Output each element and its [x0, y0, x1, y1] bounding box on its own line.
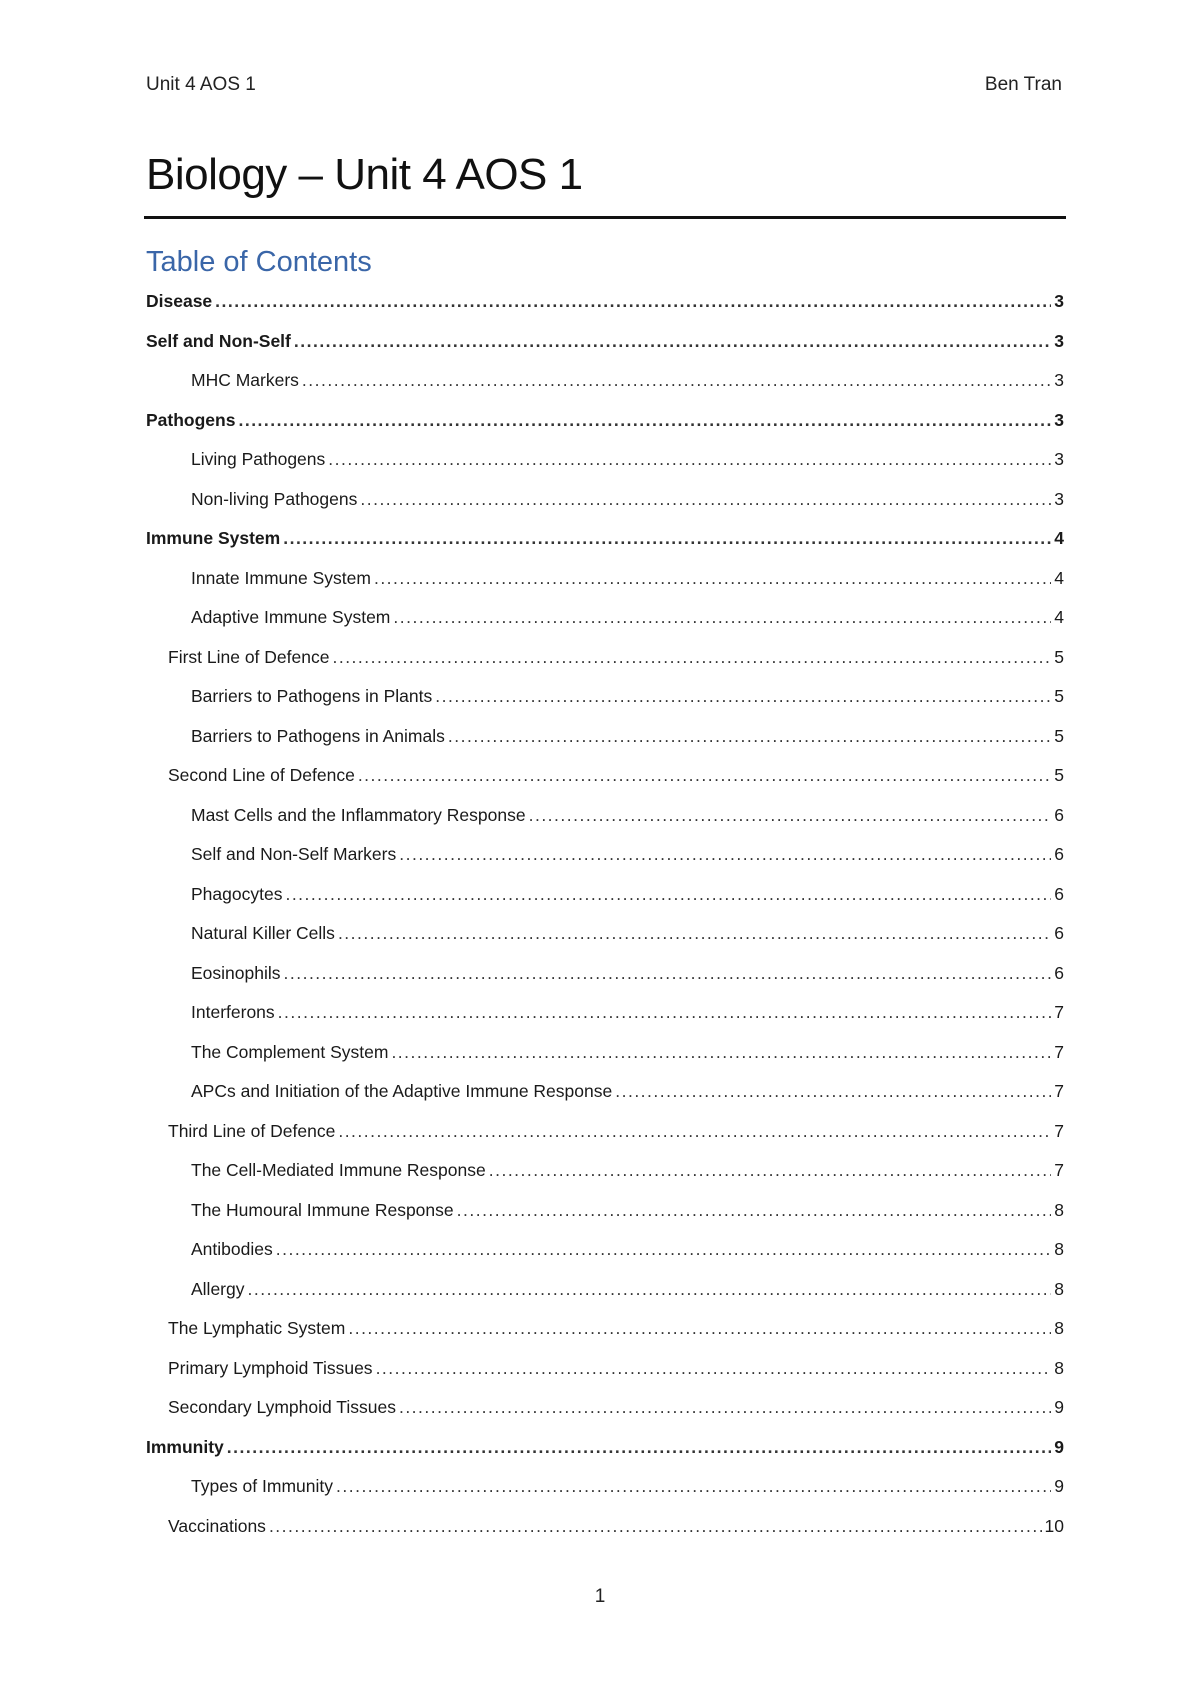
toc-entry-title: Mast Cells and the Inflammatory Response: [191, 804, 526, 825]
toc-entry-title: Natural Killer Cells: [191, 923, 335, 943]
toc-dot-leader: [399, 1392, 1051, 1422]
toc-dot-leader: [248, 1274, 1052, 1304]
toc-entry[interactable]: [146, 879, 1064, 919]
toc-entry-title: Immune System: [146, 528, 281, 548]
toc-entry-title: First Line of Defence: [168, 646, 330, 667]
toc-entry-title: The Complement System: [191, 1041, 389, 1062]
toc-entry-page-number: 5: [1054, 686, 1064, 706]
toc-entry-page-number: 7: [1054, 1081, 1064, 1101]
toc-dot-leader: [294, 326, 1051, 356]
toc-entry-title: Interferons: [191, 1002, 275, 1022]
toc-dot-leader: [328, 444, 1051, 474]
toc-dot-leader: [276, 1234, 1052, 1264]
toc-entry-page-number: 8: [1054, 1278, 1064, 1299]
toc-dot-leader: [376, 1353, 1052, 1383]
toc-dot-leader: [238, 405, 1051, 435]
toc-entry-title: The Cell-Mediated Immune Response: [191, 1160, 486, 1180]
toc-dot-leader: [278, 997, 1052, 1027]
toc-entry-page-number: 3: [1054, 449, 1064, 469]
toc-entry[interactable]: [146, 721, 1064, 761]
toc-entry-page-number: 6: [1054, 883, 1064, 904]
toc-entry[interactable]: [146, 839, 1064, 879]
toc-dot-leader: [215, 286, 1051, 316]
toc-entry[interactable]: [146, 1432, 1064, 1472]
toc-entry[interactable]: [146, 681, 1064, 721]
table-of-contents: [146, 286, 1064, 1550]
toc-entry-title: Eosinophils: [191, 962, 281, 983]
toc-entry-page-number: 3: [1054, 330, 1064, 351]
toc-entry[interactable]: [146, 523, 1064, 563]
page-number: 1: [594, 1586, 606, 1607]
toc-entry-title: Pathogens: [146, 409, 236, 430]
toc-entry-title: The Lymphatic System: [168, 1318, 346, 1338]
toc-entry-page-number: 10: [1044, 1515, 1064, 1536]
toc-entry-page-number: 8: [1054, 1239, 1064, 1259]
toc-dot-leader: [615, 1076, 1051, 1106]
toc-entry[interactable]: [146, 1353, 1064, 1393]
toc-entry-title: APCs and Initiation of the Adaptive Immune Response: [191, 1081, 613, 1101]
toc-entry[interactable]: [146, 800, 1064, 840]
toc-entry-page-number: 7: [1054, 1120, 1064, 1141]
toc-dot-leader: [284, 958, 1052, 988]
toc-dot-leader: [338, 918, 1051, 948]
toc-entry[interactable]: [146, 1511, 1064, 1551]
toc-entry-title: Self and Non-Self: [146, 330, 291, 351]
toc-entry-page-number: 6: [1054, 844, 1064, 864]
toc-entry[interactable]: [146, 484, 1064, 524]
toc-entry-page-number: 6: [1054, 804, 1064, 825]
toc-dot-leader: [374, 563, 1051, 593]
toc-entry-title: Types of Immunity: [191, 1476, 333, 1496]
toc-entry[interactable]: [146, 958, 1064, 998]
toc-entry-title: Antibodies: [191, 1239, 273, 1259]
toc-dot-leader: [358, 760, 1051, 790]
toc-entry-title: Phagocytes: [191, 883, 283, 904]
toc-entry[interactable]: [146, 642, 1064, 682]
toc-entry-title: The Humoural Immune Response: [191, 1199, 454, 1220]
toc-entry[interactable]: [146, 1076, 1064, 1116]
toc-entry-page-number: 7: [1054, 1041, 1064, 1062]
toc-dot-leader: [391, 1037, 1051, 1067]
toc-entry-title: Secondary Lymphoid Tissues: [168, 1397, 396, 1417]
toc-entry-title: Third Line of Defence: [168, 1120, 336, 1141]
toc-entry[interactable]: [146, 286, 1064, 326]
toc-entry-title: MHC Markers: [191, 370, 299, 390]
toc-dot-leader: [285, 879, 1051, 909]
toc-entry[interactable]: [146, 918, 1064, 958]
toc-entry-page-number: 5: [1054, 765, 1064, 785]
toc-entry[interactable]: [146, 1274, 1064, 1314]
page-header: [146, 74, 1062, 96]
toc-entry-title: Barriers to Pathogens in Animals: [191, 725, 445, 746]
toc-dot-leader: [338, 1116, 1051, 1146]
title-underline-divider: [144, 216, 1066, 219]
toc-entry-page-number: 3: [1054, 488, 1064, 509]
toc-dot-leader: [336, 1471, 1051, 1501]
toc-entry[interactable]: [146, 444, 1064, 484]
toc-entry-title: Self and Non-Self Markers: [191, 844, 397, 864]
toc-entry[interactable]: [146, 1116, 1064, 1156]
toc-entry-title: Innate Immune System: [191, 567, 371, 588]
toc-entry-title: Adaptive Immune System: [191, 607, 391, 627]
document-title: Biology – Unit 4 AOS 1: [146, 150, 583, 199]
toc-entry[interactable]: [146, 365, 1064, 405]
toc-entry-page-number: 3: [1054, 291, 1064, 311]
toc-dot-leader: [457, 1195, 1052, 1225]
toc-entry-page-number: 7: [1054, 1160, 1064, 1180]
header-left-text: Unit 4 AOS 1: [146, 74, 256, 95]
toc-entry-page-number: 5: [1054, 725, 1064, 746]
toc-entry[interactable]: [146, 1313, 1064, 1353]
toc-entry[interactable]: [146, 1037, 1064, 1077]
toc-entry[interactable]: [146, 602, 1064, 642]
toc-dot-leader: [489, 1155, 1052, 1185]
toc-dot-leader: [529, 800, 1052, 830]
toc-dot-leader: [227, 1432, 1051, 1462]
toc-dot-leader: [348, 1313, 1051, 1343]
toc-entry-title: Second Line of Defence: [168, 765, 355, 785]
toc-dot-leader: [302, 365, 1051, 395]
toc-entry[interactable]: [146, 760, 1064, 800]
toc-dot-leader: [399, 839, 1051, 869]
toc-dot-leader: [332, 642, 1051, 672]
toc-entry-page-number: 7: [1054, 1002, 1064, 1022]
toc-entry-page-number: 6: [1054, 923, 1064, 943]
toc-entry-page-number: 8: [1054, 1357, 1064, 1378]
toc-entry-page-number: 3: [1054, 370, 1064, 390]
toc-entry[interactable]: [146, 1392, 1064, 1432]
toc-entry-title: Vaccinations: [168, 1515, 266, 1536]
toc-entry-title: Disease: [146, 291, 213, 311]
toc-dot-leader: [435, 681, 1051, 711]
toc-entry[interactable]: [146, 1195, 1064, 1235]
toc-entry[interactable]: [146, 997, 1064, 1037]
toc-dot-leader: [393, 602, 1051, 632]
toc-dot-leader: [269, 1511, 1042, 1541]
toc-entry[interactable]: [146, 1234, 1064, 1274]
toc-entry-page-number: 4: [1054, 607, 1064, 627]
toc-entry[interactable]: [146, 1155, 1064, 1195]
toc-entry[interactable]: [146, 326, 1064, 366]
toc-entry[interactable]: [146, 405, 1064, 445]
toc-entry-page-number: 9: [1054, 1397, 1064, 1417]
toc-entry-title: Non-living Pathogens: [191, 488, 358, 509]
toc-heading: Table of Contents: [146, 246, 372, 278]
toc-dot-leader: [448, 721, 1051, 751]
toc-entry-page-number: 9: [1054, 1436, 1064, 1457]
toc-entry-page-number: 4: [1054, 528, 1064, 548]
toc-entry-page-number: 4: [1054, 567, 1064, 588]
toc-entry-page-number: 3: [1054, 409, 1064, 430]
toc-entry-title: Barriers to Pathogens in Plants: [191, 686, 433, 706]
toc-dot-leader: [360, 484, 1051, 514]
toc-entry-title: Living Pathogens: [191, 449, 326, 469]
toc-entry-page-number: 8: [1054, 1199, 1064, 1220]
toc-entry-title: Immunity: [146, 1436, 224, 1457]
toc-entry-page-number: 6: [1054, 962, 1064, 983]
toc-entry[interactable]: [146, 1471, 1064, 1511]
toc-entry-page-number: 8: [1054, 1318, 1064, 1338]
header-author: Ben Tran: [984, 74, 1062, 95]
toc-entry-page-number: 9: [1054, 1476, 1064, 1496]
toc-entry-title: Allergy: [191, 1278, 245, 1299]
toc-entry-page-number: 5: [1054, 646, 1064, 667]
toc-entry[interactable]: [146, 563, 1064, 603]
toc-entry-title: Primary Lymphoid Tissues: [168, 1357, 373, 1378]
toc-dot-leader: [283, 523, 1051, 553]
